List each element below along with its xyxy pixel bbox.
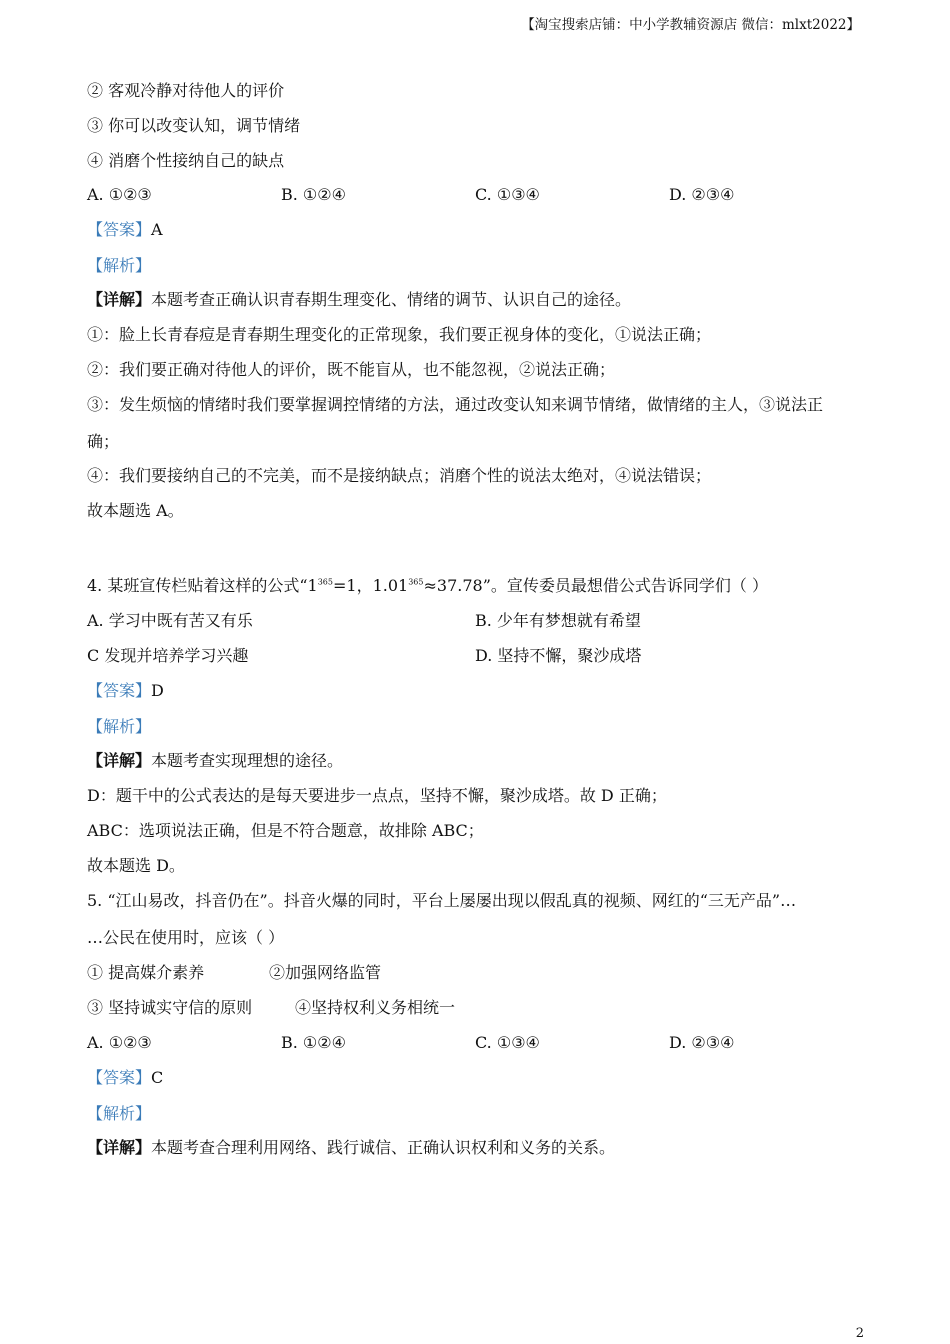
q5-option-b: B. ①②④ [281,1033,346,1052]
q4-option-b: B. 少年有梦想就有希望 [475,611,641,630]
q3-option-a: A. ①②③ [87,185,152,204]
q5-option-a: A. ①②③ [87,1033,152,1052]
answer-value: C [151,1068,164,1087]
q5-stem-line-2: …公民在使用时，应该（ ） [87,928,285,947]
q5-item-1: ① 提高媒介素养 [87,963,205,982]
answer-value: A [151,220,163,239]
q3-line-4: ④：我们要接纳自己的不完美，而不是接纳缺点；消磨个性的说法太绝对，④说法错误； [87,466,712,485]
q3-option-d: D. ②③④ [669,185,735,204]
q3-line-2: ②：我们要正确对待他人的评价，既不能盲从，也不能忽视，②说法正确； [87,360,616,379]
answer-tag: 【答案】 [87,681,152,700]
q5-items-row-1 [87,963,863,983]
q4-line-2: ABC：选项说法正确，但是不符合题意，故排除 ABC； [87,821,484,840]
detail-text: 本题考查合理利用网络、践行诚信、正确认识权利和义务的关系。 [151,1138,616,1157]
q5-items-row-2 [87,998,863,1018]
detail-text: 本题考查正确认识青春期生理变化、情绪的调节、认识自己的途径。 [151,290,632,309]
q4-line-1: D：题干中的公式表达的是每天要进步一点点，坚持不懈，聚沙成塔。故 D 正确； [87,786,667,805]
detail-tag: 【详解】 [87,751,152,770]
q4-stem-part: =1，1.01 [333,576,409,595]
q3-conclusion: 故本题选 A。 [87,501,184,520]
q4-option-c: C 发现并培养学习兴趣 [87,646,249,665]
q5-item-4: ④坚持权利义务相统一 [295,998,456,1017]
q5-option-c: C. ①③④ [475,1033,540,1052]
q4-stem-part: ≈37.78”。宣传委员最想借公式告诉同学们（ ） [423,576,768,595]
q5-analysis-tag: 【解析】 [87,1104,152,1123]
answer-tag: 【答案】 [87,1068,152,1087]
page-number: 2 [855,1326,864,1341]
q4-options-row-2 [87,646,863,666]
q3-item-4: ④ 消磨个性接纳自己的缺点 [87,151,285,170]
q3-analysis-tag: 【解析】 [87,256,152,275]
q5-item-3: ③ 坚持诚实守信的原则 [87,998,253,1017]
q3-line-3: ③：发生烦恼的情绪时我们要掌握调控情绪的方法，通过改变认知来调节情绪，做情绪的主人，③说法正 [87,395,824,414]
q4-answer [87,681,164,701]
q3-option-b: B. ①②④ [281,185,346,204]
q3-line-3-cont: 确； [87,432,120,451]
detail-tag: 【详解】 [87,290,152,309]
q4-option-d: D. 坚持不懈，聚沙成塔 [475,646,642,665]
q4-options-row-1 [87,611,863,631]
q5-answer [87,1068,163,1088]
q4-analysis-tag: 【解析】 [87,717,152,736]
answer-value: D [151,681,164,700]
q3-options [87,185,863,205]
q3-item-2: ② 客观冷静对待他人的评价 [87,81,285,100]
q4-conclusion: 故本题选 D。 [87,856,185,875]
q5-detail [87,1138,615,1158]
page-header: 【淘宝搜索店铺：中小学教辅资源店 微信：mlxt2022】 [521,17,860,33]
detail-tag: 【详解】 [87,1138,152,1157]
q3-item-3: ③ 你可以改变认知，调节情绪 [87,116,301,135]
q4-option-a: A. 学习中既有苦又有乐 [87,611,253,630]
detail-text: 本题考查实现理想的途径。 [151,751,344,770]
q5-item-2: ②加强网络监管 [269,963,382,982]
q5-stem-line-1: 5. “江山易改，抖音仍在”。抖音火爆的同时，平台上屡屡出现以假乱真的视频、网红的“三无产品”… [87,891,797,910]
q5-option-d: D. ②③④ [669,1033,735,1052]
q3-answer [87,220,163,240]
q4-exponent: 365 [408,577,424,587]
q3-detail [87,290,631,310]
q4-exponent: 365 [317,577,333,587]
q4-stem-part: 4. 某班宣传栏贴着这样的公式“1 [87,576,318,595]
q4-detail [87,751,343,771]
answer-tag: 【答案】 [87,220,152,239]
q3-line-1: ①：脸上长青春痘是青春期生理变化的正常现象，我们要正视身体的变化，①说法正确； [87,325,712,344]
q3-option-c: C. ①③④ [475,185,540,204]
q5-options [87,1033,863,1053]
q4-stem [87,576,768,596]
